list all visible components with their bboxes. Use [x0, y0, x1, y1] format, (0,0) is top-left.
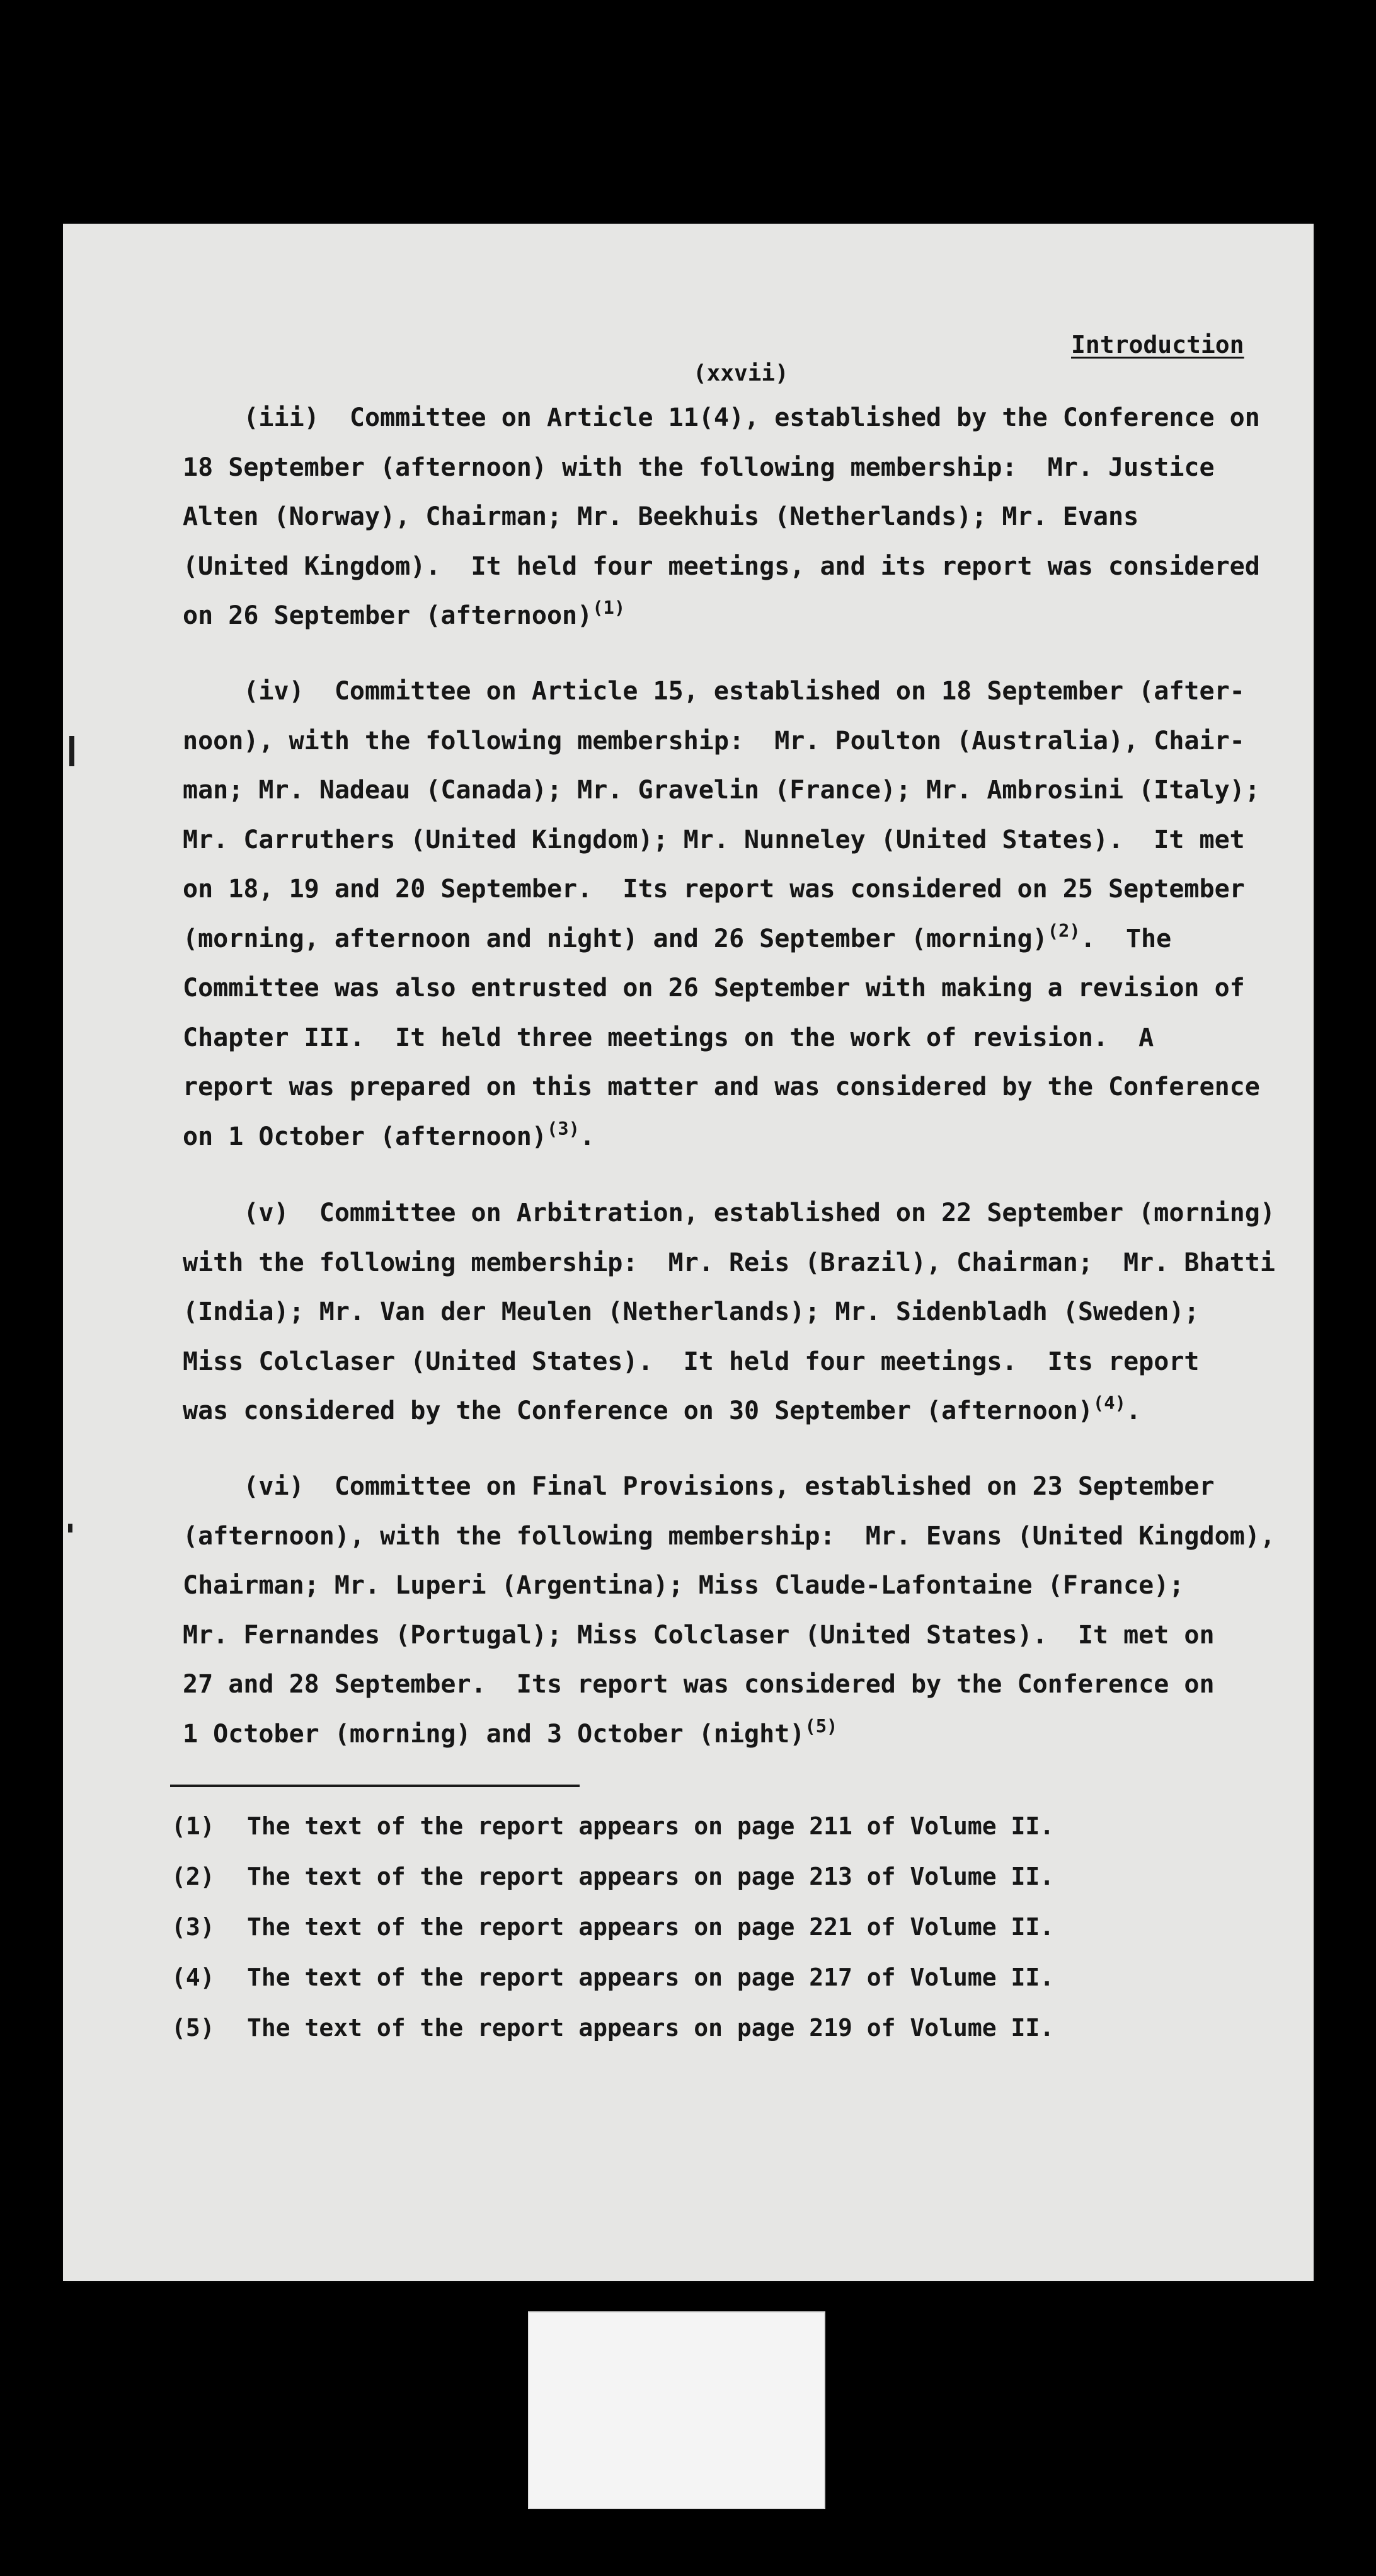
text-line: Chapter III. It held three meetings on the work of revision. A: [183, 1023, 1154, 1052]
section-header: Introduction: [1071, 331, 1244, 359]
text-fragment: .: [1125, 1396, 1142, 1425]
footnote-number: (5): [171, 2014, 215, 2042]
blank-card: [528, 2311, 825, 2509]
text-line: [183, 591, 1292, 641]
footnote-ref: (1): [592, 597, 626, 619]
text-line: (iv) Committee on Article 15, established on 18 September (after-: [183, 677, 1245, 706]
text-fragment: . The: [1080, 924, 1172, 953]
text-line: [183, 914, 1292, 964]
scan-mark: [68, 1524, 72, 1532]
text-fragment: on 26 September (afternoon): [183, 601, 593, 630]
footnote-text: The text of the report appears on page 219 of Volume II.: [247, 2014, 1055, 2042]
text-line: Mr. Fernandes (Portugal); Miss Colclaser (United States). It met on: [183, 1620, 1215, 1650]
text-line: 27 and 28 September. Its report was considered by the Conference on: [183, 1670, 1215, 1699]
text-line: Mr. Carruthers (United Kingdom); Mr. Nunneley (United States). It met: [183, 825, 1245, 854]
text-line: noon), with the following membership: Mr. Poulton (Australia), Chair-: [183, 726, 1245, 756]
footnotes: [171, 1801, 1242, 2053]
text-fragment: .: [579, 1122, 595, 1151]
text-line: (v) Committee on Arbitration, established on 22 September (morning): [183, 1199, 1275, 1228]
text-line: Miss Colclaser (United States). It held four meetings. Its report: [183, 1347, 1200, 1376]
text-fragment: (morning, afternoon and night) and 26 September (morning): [183, 924, 1048, 953]
footnote-number: (4): [171, 1964, 215, 1991]
footnote-item: [171, 2003, 1242, 2053]
scan-mark: [69, 736, 74, 766]
text-line: [183, 1710, 1292, 1759]
footnote-text: The text of the report appears on page 213 of Volume II.: [247, 1863, 1055, 1890]
footnote-ref: (5): [805, 1715, 838, 1737]
paragraph-iii: [183, 393, 1292, 641]
footnote-ref: (2): [1047, 919, 1081, 941]
text-line: Committee was also entrusted on 26 September with making a revision of: [183, 974, 1245, 1003]
footnote-ref: (3): [546, 1117, 580, 1139]
footnote-ref: (4): [1092, 1392, 1126, 1414]
text-line: man; Mr. Nadeau (Canada); Mr. Gravelin (France); Mr. Ambrosini (Italy);: [183, 776, 1260, 805]
footnote-item: [171, 1801, 1242, 1851]
text-line: (afternoon), with the following membership: Mr. Evans (United Kingdom),: [183, 1521, 1275, 1551]
text-line: Chairman; Mr. Luperi (Argentina); Miss Claude-Lafontaine (France);: [183, 1571, 1184, 1600]
text-fragment: 1 October (morning) and 3 October (night): [183, 1719, 805, 1749]
footnote-number: (2): [171, 1863, 215, 1890]
footnote-item: [171, 1902, 1242, 1952]
footnote-item: [171, 1851, 1242, 1902]
footnote-text: The text of the report appears on page 217 of Volume II.: [247, 1964, 1055, 1991]
text-line: [183, 1112, 1292, 1162]
footnote-number: (3): [171, 1913, 215, 1941]
page-folio: (xxvii): [693, 360, 789, 386]
paragraph-v: [183, 1188, 1292, 1436]
footnote-text: The text of the report appears on page 221 of Volume II.: [247, 1913, 1055, 1941]
text-line: with the following membership: Mr. Reis (Brazil), Chairman; Mr. Bhatti: [183, 1248, 1275, 1277]
text-line: (iii) Committee on Article 11(4), established by the Conference on: [183, 403, 1260, 432]
text-line: (vi) Committee on Final Provisions, established on 23 September: [183, 1472, 1215, 1501]
text-fragment: on 1 October (afternoon): [183, 1122, 547, 1151]
paragraph-vi: [183, 1462, 1292, 1759]
text-line: on 18, 19 and 20 September. Its report was considered on 25 September: [183, 875, 1245, 904]
footnote-divider: [170, 1785, 580, 1787]
paragraph-iv: [183, 667, 1292, 1161]
text-line: (India); Mr. Van der Meulen (Netherlands); Mr. Sidenbladh (Sweden);: [183, 1297, 1200, 1326]
text-line: Alten (Norway), Chairman; Mr. Beekhuis (Netherlands); Mr. Evans: [183, 502, 1139, 531]
footnote-number: (1): [171, 1812, 215, 1840]
footnote-item: [171, 1952, 1242, 2003]
text-line: [183, 1386, 1292, 1436]
text-line: (United Kingdom). It held four meetings, and its report was considered: [183, 551, 1260, 581]
text-line: 18 September (afternoon) with the following membership: Mr. Justice: [183, 452, 1215, 482]
text-fragment: was considered by the Conference on 30 September (afternoon): [183, 1396, 1093, 1425]
text-line: report was prepared on this matter and was considered by the Conference: [183, 1072, 1260, 1101]
footnote-text: The text of the report appears on page 211 of Volume II.: [247, 1812, 1055, 1840]
